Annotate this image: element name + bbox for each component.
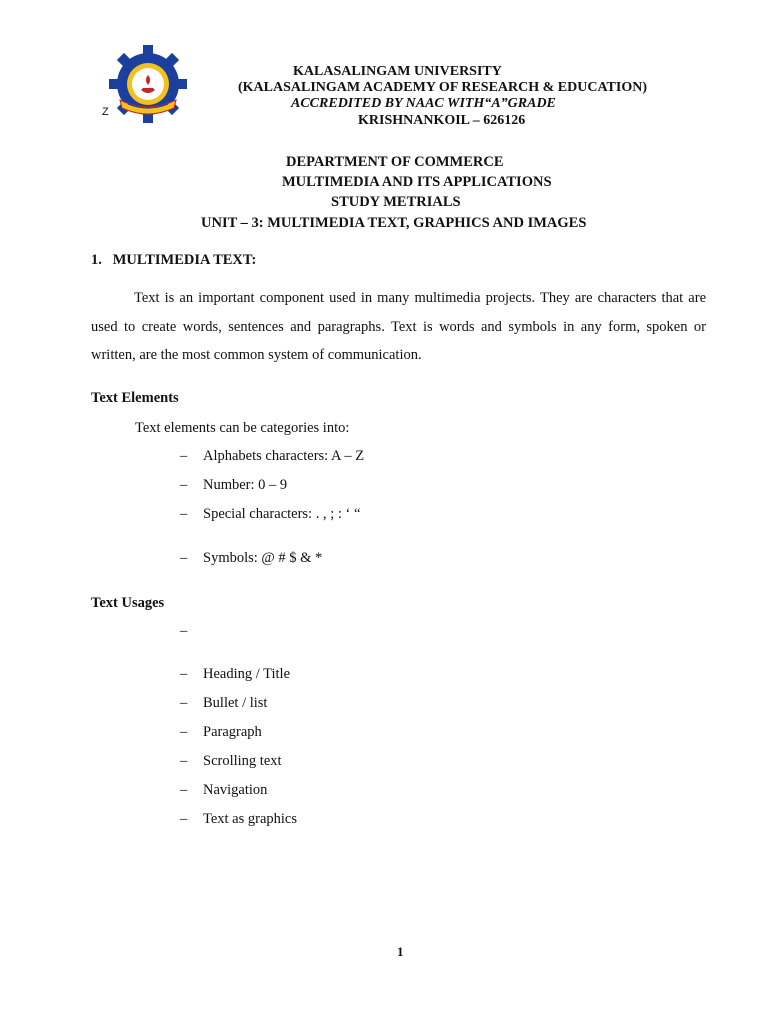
bullet-dash: – xyxy=(180,724,188,740)
unit-title: UNIT – 3: MULTIMEDIA TEXT, GRAPHICS AND IMAGES xyxy=(201,215,587,231)
list-item xyxy=(180,753,282,770)
intro-paragraph: Text is an important component used in many multimedia projects. They are characters that are used to create words, sentences and paragraphs. Text is words and symbols in any form, spoken or written, are the most common system of communication. xyxy=(91,290,706,363)
list-item xyxy=(180,695,267,712)
list-item xyxy=(180,477,287,494)
academy-name: (KALASALINGAM ACADEMY OF RESEARCH & EDUCATION) xyxy=(238,80,647,95)
bullet-dash: – xyxy=(180,506,188,522)
list-item xyxy=(180,623,203,640)
list-item-text: Scrolling text xyxy=(203,753,282,769)
list-item xyxy=(180,724,262,741)
bullet-dash: – xyxy=(180,753,188,769)
list-item-text: Special characters: . , ; : ‘ “ xyxy=(203,506,361,522)
list-item-text: Paragraph xyxy=(203,724,262,740)
page-number: 1 xyxy=(397,944,404,959)
bullet-dash: – xyxy=(180,550,188,566)
bullet-dash: – xyxy=(180,695,188,711)
location-line: KRISHNANKOIL – 626126 xyxy=(358,113,526,128)
section-heading: 1. MULTIMEDIA TEXT: xyxy=(91,252,257,268)
logo-mark: Z xyxy=(102,106,109,118)
list-item xyxy=(180,506,360,523)
list-item-text: Heading / Title xyxy=(203,666,291,682)
bullet-dash: – xyxy=(180,811,188,827)
bullet-dash: – xyxy=(180,477,188,493)
list-item-text: Bullet / list xyxy=(203,695,268,711)
list-item xyxy=(180,666,290,683)
list-item xyxy=(180,811,297,828)
bullet-dash: – xyxy=(180,448,188,464)
department-title: DEPARTMENT OF COMMERCE xyxy=(286,154,504,170)
list-item-text: Number: 0 – 9 xyxy=(203,477,288,493)
accreditation-line: ACCREDITED BY NAAC WITH“A”GRADE xyxy=(291,96,556,111)
university-logo xyxy=(108,44,188,124)
bullet-dash: – xyxy=(180,666,188,682)
university-seal-icon xyxy=(108,44,188,124)
list-item xyxy=(180,448,364,465)
list-item-text: Alphabets characters: A – Z xyxy=(203,448,365,464)
bullet-dash: – xyxy=(180,782,188,798)
course-title: MULTIMEDIA AND ITS APPLICATIONS xyxy=(282,174,552,190)
material-title: STUDY METRIALS xyxy=(331,194,461,210)
list-item xyxy=(180,550,322,567)
list-item-text: Navigation xyxy=(203,782,268,798)
text-usages-heading: Text Usages xyxy=(91,595,165,611)
list-item xyxy=(180,782,267,799)
text-elements-heading: Text Elements xyxy=(91,390,179,406)
bullet-dash: – xyxy=(180,623,188,639)
university-name: KALASALINGAM UNIVERSITY xyxy=(293,64,502,79)
text-elements-intro: Text elements can be categories into: xyxy=(135,420,350,436)
list-item-text: Symbols: @ # $ & * xyxy=(203,550,323,566)
list-item-text: Text as graphics xyxy=(203,811,298,827)
